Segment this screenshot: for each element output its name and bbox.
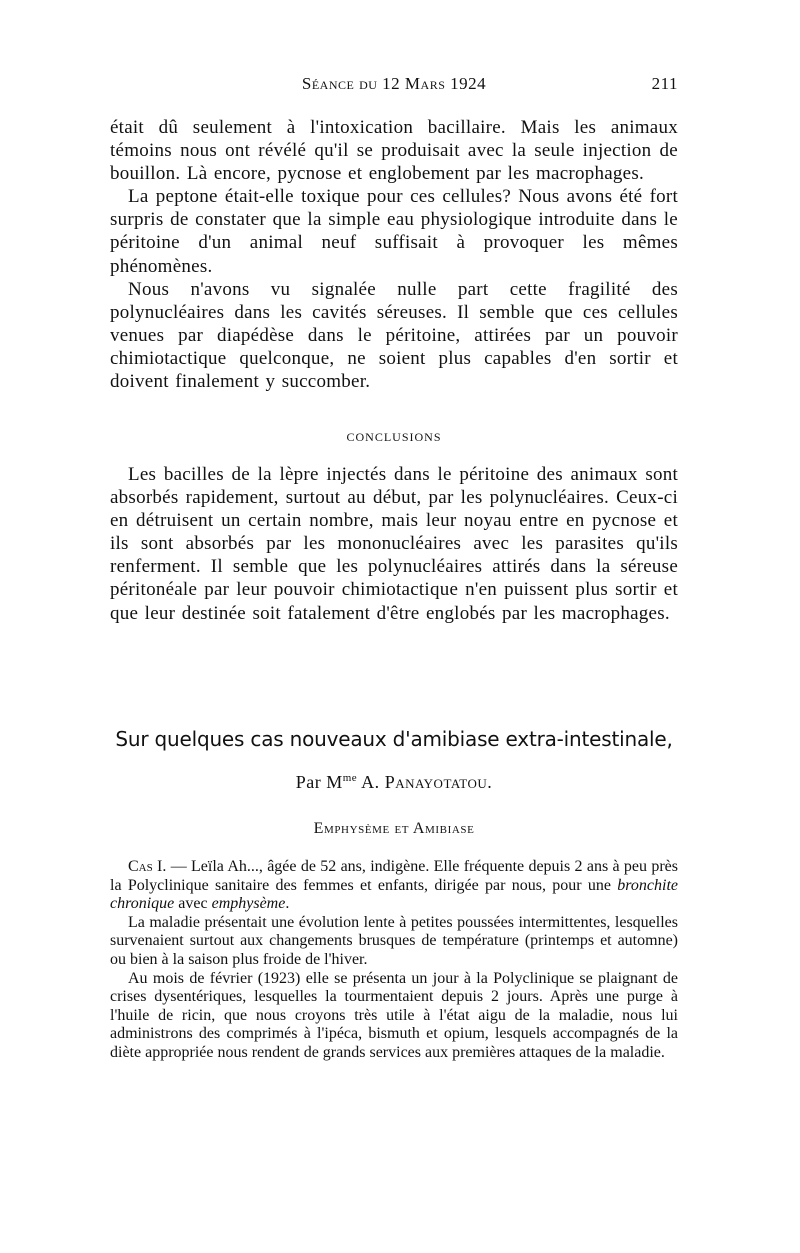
diagnosis-term: bronchite chronique [110, 876, 678, 913]
preceding-article-body [110, 116, 678, 393]
running-title: Séance du 12 Mars 1924 [301, 74, 487, 93]
paragraph: La peptone était-elle toxique pour ces cellules? Nous avons été fort surpris de constater que la simple eau physiologique introduite dans le péritoine d'un animal neuf suffisait à provoquer les mêmes phénomènes. [110, 186, 678, 277]
page-header [110, 74, 678, 100]
paragraph: était dû seulement à l'intoxication bacillaire. Mais les animaux témoins nous ont révélé qu'il se produisait avec la seule injection de bouillon. Là encore, pycnose et englobement par les macrophages. [110, 117, 678, 185]
case-report [110, 858, 678, 1063]
case-paragraph: La maladie présentait une évolution lente à petites poussées intermittentes, lesquelles survenaient surtout aux changements brusques de température (printemps et automne) ou bien à la saison plus froide de l'hiver. [110, 913, 678, 968]
conclusions-heading: CONCLUSIONS [346, 430, 442, 444]
case-label: Cas I. [128, 858, 167, 875]
paragraph: Nous n'avons vu signalée nulle part cette fragilité des polynucléaires dans les cavités séreuses. Il semble que ces cellules venues par diapédèse dans le péritoine, attirées par un pouvoir chimiotactique quelconque, ne soient plus capables d'en sortir et doivent finalement y succomber. [110, 278, 678, 393]
section-heading: Emphysème et Amibiase [313, 820, 475, 837]
diagnosis-term: emphysème [211, 895, 286, 913]
conclusions-paragraph: Les bacilles de la lèpre injectés dans le péritoine des animaux sont absorbés rapidement, surtout au début, par les polynucléaires. Ceux-ci en détruisent un certain nombre, mais leur noyau entre en pycnose et ils sont absorbés par les mononucléaires avec les parasites qu'ils renferment. Il semble que les polynucléaires attirés dans la séreuse péritonéale par leur pouvoir chimiotactique n'en puissent plus sortir et que leur destinée soit fatalement d'être englobés par les macrophages. [110, 464, 678, 624]
article-title: Sur quelques cas nouveaux d'amibiase extra-intestinale, [115, 727, 673, 751]
case-paragraph [110, 858, 678, 914]
author-byline [110, 772, 678, 793]
byline-initial: A. [357, 772, 385, 792]
case-text: — Leïla Ah..., âgée de 52 ans, indigène. Elle fréquente depuis 2 ans à peu près la Polyclinique sanitaire des femmes et enfants, dirigée par nous, pour une [110, 858, 679, 894]
case-paragraph: Au mois de février (1923) elle se présenta un jour à la Polyclinique se plaignant de crises dysentériques, lesquelles la tourmentaient depuis 2 jours. Après une purge à l'huile de ricin, que nous croyons très utile à l'état aigu de la maladie, nous lui administrons des comprimés à l'ipéca, bismuth et opium, lesquels accompagnés de la diète appropriée nous rendent de grands services aux premières attaques de la maladie. [110, 969, 678, 1061]
page-number: 211 [651, 74, 678, 93]
byline-prefix: Par M [295, 772, 343, 792]
author-name: Panayotatou. [384, 772, 493, 792]
case-text: avec [174, 895, 212, 913]
conclusions-section [110, 463, 678, 625]
case-text: . [285, 895, 290, 913]
byline-honorific: me [342, 772, 358, 784]
